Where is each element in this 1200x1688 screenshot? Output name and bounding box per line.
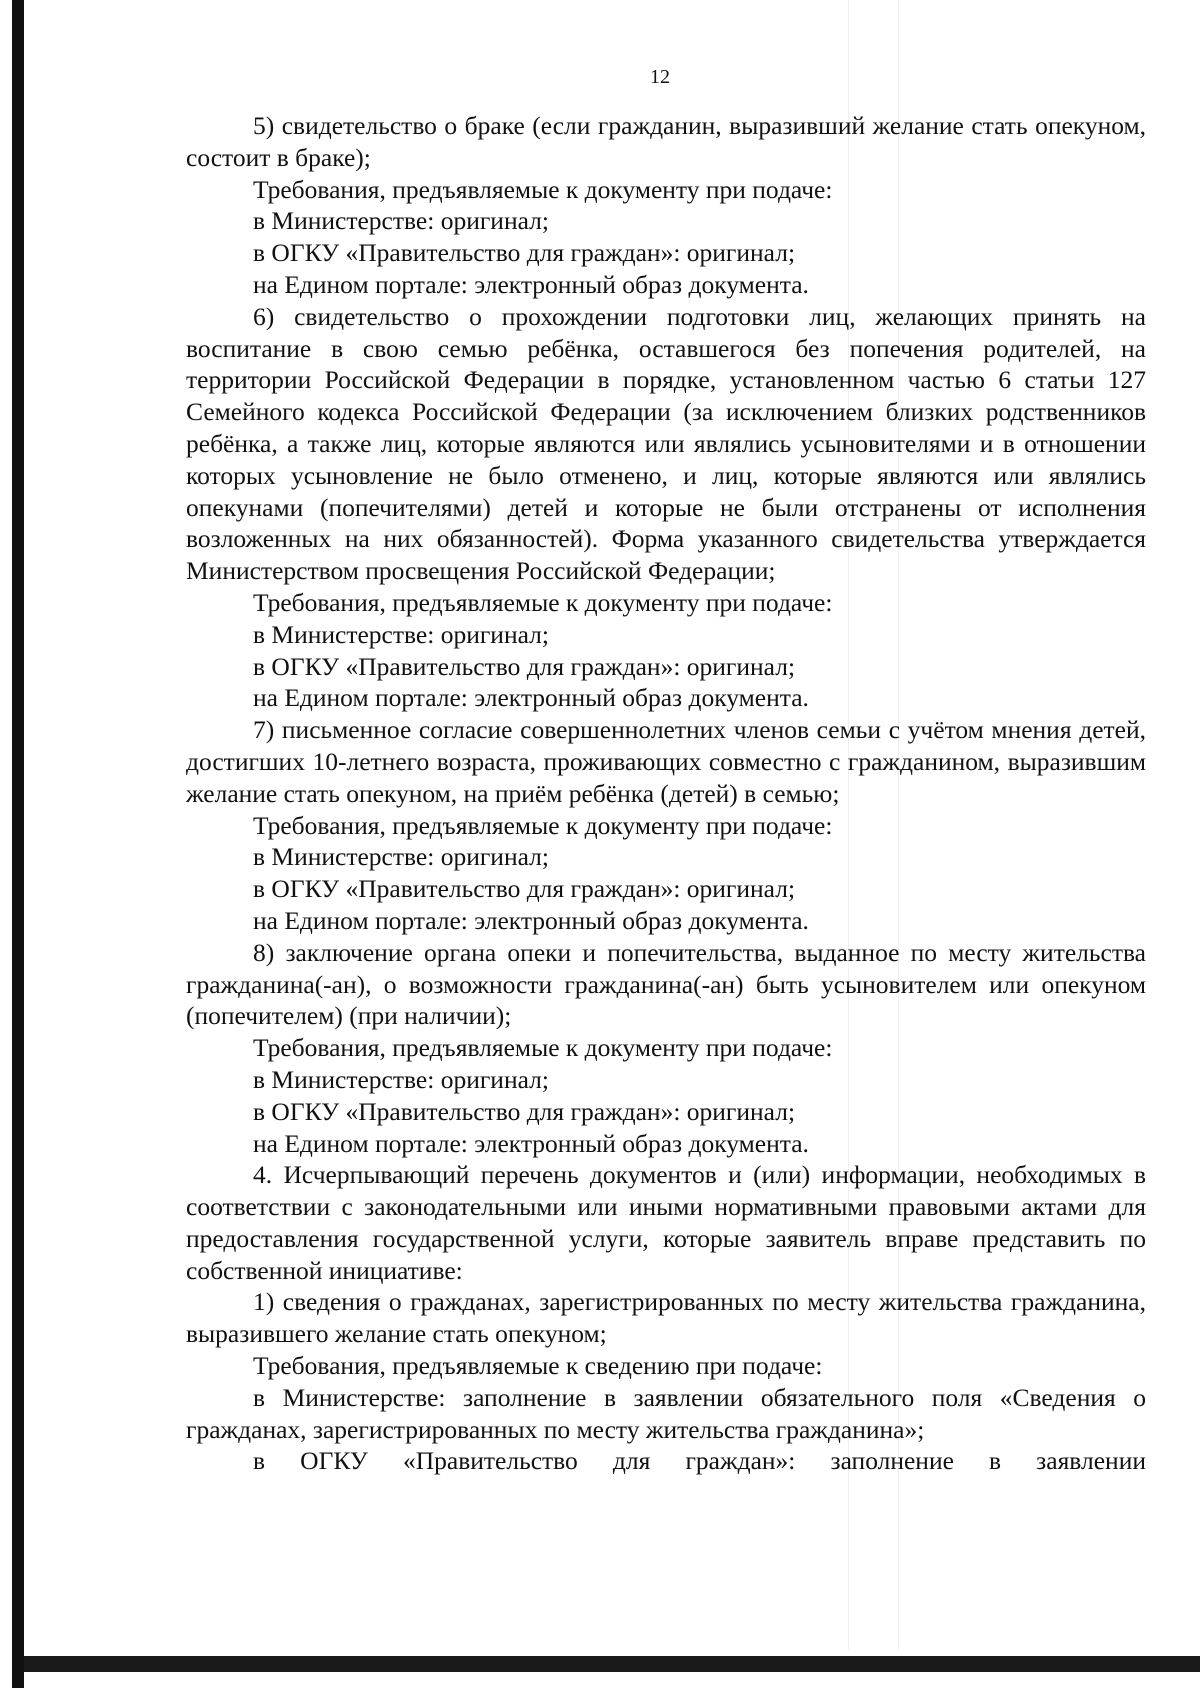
paragraph-item-7: 7) письменное согласие совершеннолетних членов семьи с учётом мнения детей, достигших 10-летнего возраста, проживающих совместно с гражданином, выразившим желание стать опекуном, на приём ребёнка (детей) в семью;	[186, 715, 1146, 808]
page-number: 12	[650, 66, 670, 88]
requirement-ministry: в Министерстве: оригинал;	[253, 1064, 549, 1094]
requirement-ministry: в Министерстве: оригинал;	[253, 206, 549, 236]
paragraph-item-6: 6) свидетельство о прохождении подготовки лиц, желающих принять на воспитание в свою семью ребёнка, оставшегося без попечения родителей, на территории Российской Федерации в порядке, установленном частью 6 статьи 127 Семейного кодекса Российской Федерации (за исключением близких родственников ребёнка, а также лиц, которые являются или являлись усыновителями и в отношении которых усыновление не было отменено, и лиц, которые являются или являлись опекунами (попечителями) детей и которые не были отстранены от исполнения возложенных на них обязанностей). Форма указанного свидетельства утверждается Министерством просвещения Российской Федерации;	[186, 301, 1146, 586]
paragraph-item-5: 5) свидетельство о браке (если гражданин, выразивший желание стать опекуном, состоит в браке);	[186, 111, 1146, 172]
info-requirement-ministry: в Министерстве: заполнение в заявлении обязательного поля «Сведения о гражданах, зарегистрированных по месту жительства гражданина»;	[186, 1382, 1146, 1444]
requirements-heading: Требования, предъявляемые к документу при подаче:	[253, 1033, 833, 1063]
requirement-ministry: в Министерстве: оригинал;	[253, 619, 549, 649]
info-requirement-ogku: в ОГКУ «Правительство для граждан»: заполнение в заявлении	[253, 1446, 1146, 1476]
info-requirements-heading: Требования, предъявляемые к сведению при подаче:	[253, 1351, 823, 1381]
requirement-portal: на Едином портале: электронный образ документа.	[253, 683, 809, 713]
requirement-ogku: в ОГКУ «Правительство для граждан»: оригинал;	[253, 238, 796, 268]
paragraph-item-8: 8) заключение органа опеки и попечительства, выданное по месту жительства гражданина(-ан), о возможности гражданина(-ан) быть усыновителем или опекуном (попечителем) (при наличии);	[186, 937, 1146, 1031]
requirement-portal: на Едином портале: электронный образ документа.	[253, 269, 809, 299]
requirement-ogku: в ОГКУ «Правительство для граждан»: оригинал;	[253, 1096, 796, 1126]
requirements-heading: Требования, предъявляемые к документу при подаче:	[253, 174, 833, 204]
scan-left-edge	[12, 0, 24, 1688]
requirement-ogku: в ОГКУ «Правительство для граждан»: оригинал;	[253, 651, 796, 681]
paragraph-info-1: 1) сведения о гражданах, зарегистрированных по месту жительства гражданина, выразившего желание стать опекуном;	[186, 1287, 1146, 1349]
requirement-portal: на Едином портале: электронный образ документа.	[253, 905, 809, 935]
requirements-heading: Требования, предъявляемые к документу при подаче:	[253, 587, 833, 617]
requirements-heading: Требования, предъявляемые к документу при подаче:	[253, 810, 833, 840]
requirement-ogku: в ОГКУ «Правительство для граждан»: оригинал;	[253, 874, 796, 904]
requirement-portal: на Едином портале: электронный образ документа.	[253, 1128, 809, 1158]
document-body	[186, 110, 1146, 1477]
requirement-ministry: в Министерстве: оригинал;	[253, 842, 549, 872]
section-4-paragraph: 4. Исчерпывающий перечень документов и (или) информации, необходимых в соответствии с законодательными или иными нормативными правовыми актами для предоставления государственной услуги, которые заявитель вправе представить по собственной инициативе:	[186, 1160, 1146, 1285]
scan-bottom-edge	[24, 1656, 1200, 1672]
